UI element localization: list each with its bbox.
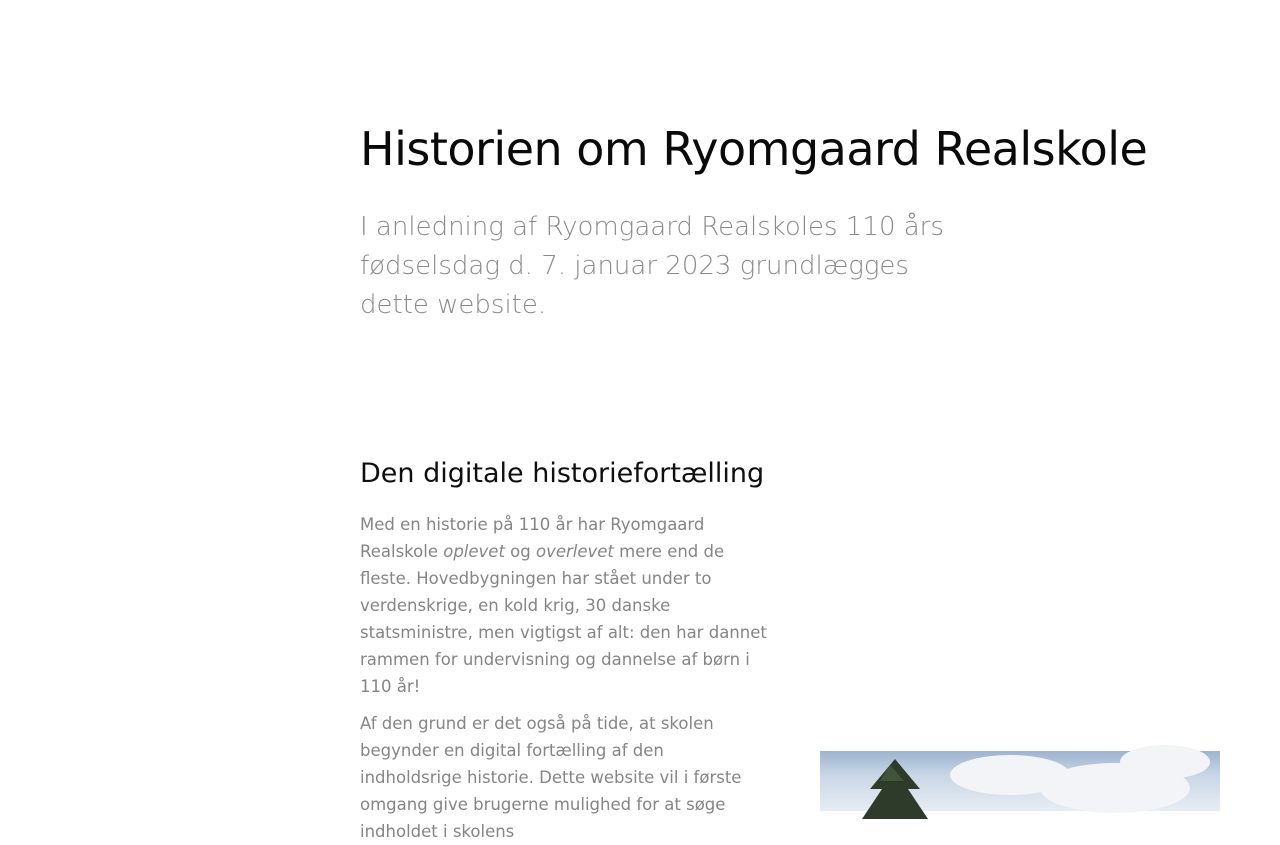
digital-story-section bbox=[360, 452, 770, 845]
intro-text-part: mere end de fleste. Hovedbygningen har stået under to verdenskrige, en kold krig, 30 danske statsministre, men vigtigst af alt: den har dannet rammen for undervisning og dannelse af børn i 110 år! bbox=[360, 542, 767, 696]
intro-text-part: og bbox=[504, 542, 536, 561]
photo-cloud bbox=[1120, 745, 1210, 779]
school-photo bbox=[820, 751, 1220, 811]
section-title: Den digitale historiefortælling bbox=[360, 458, 765, 489]
tree-silhouette bbox=[860, 759, 930, 829]
intro-paragraph bbox=[360, 511, 770, 700]
intro-emphasis-oplevet: oplevet bbox=[443, 542, 505, 561]
page-title: Historien om Ryomgaard Realskole bbox=[360, 122, 1148, 176]
hero-lead-text: I anledning af Ryomgaard Realskoles 110 års fødselsdag d. 7. januar 2023 grundlægges dette website. bbox=[360, 212, 944, 320]
hero-section bbox=[360, 118, 1240, 325]
intro-emphasis-overlevet: overlevet bbox=[535, 542, 614, 561]
second-paragraph: Af den grund er det også på tide, at skolen begynder en digital fortælling af den indholdsrige historie. Dette website vil i første omgang give brugerne mulighed for at søge indholdet i skolens bbox=[360, 714, 742, 841]
intro-text-part: Med en historie på 110 år har Ryomgaard Realskole bbox=[360, 515, 705, 561]
